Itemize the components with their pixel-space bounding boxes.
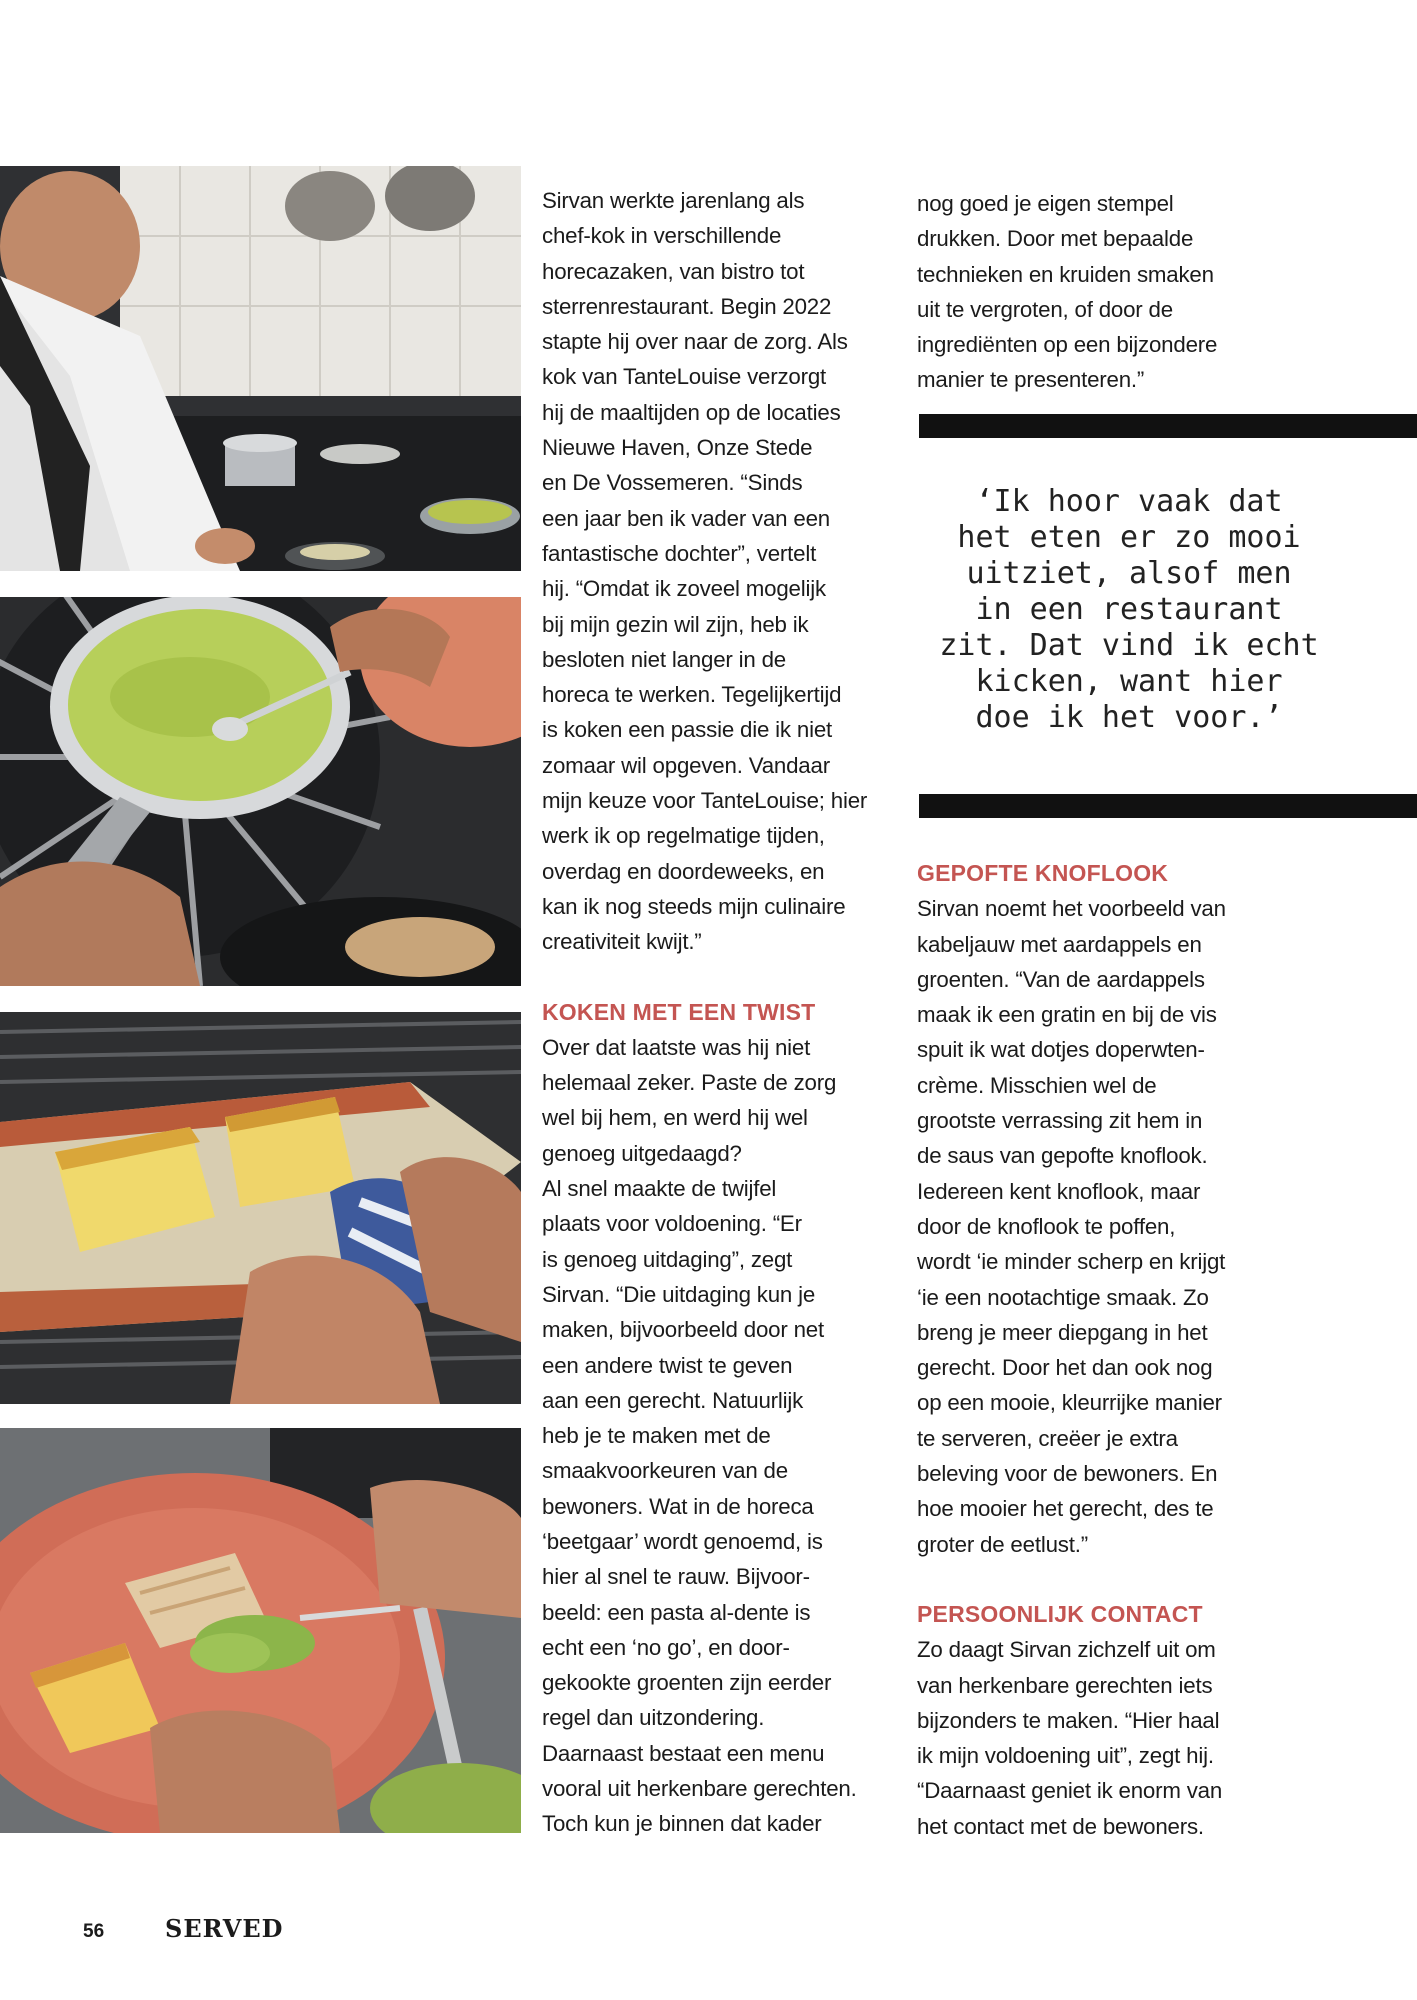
text-line: Sirvan noemt het voorbeeld van [917,896,1226,922]
page-number: 56 [83,1921,105,1942]
text-line: hier al snel te rauw. Bijvoor- [542,1564,810,1590]
text-line: op een mooie, kleurrijke manier [917,1390,1222,1416]
article-column-right-lower [917,856,1262,1844]
quote-bar-top [919,414,1417,438]
text-line: groter de eetlust.” [917,1531,1088,1557]
pull-quote [919,414,1417,820]
section-paragraph-koken [542,1030,887,1842]
text-line: crème. Misschien wel de [917,1072,1157,1098]
text-line: nog goed je eigen stempel [917,191,1174,216]
text-line: “Daarnaast geniet ik enorm van [917,1778,1223,1804]
text-line: smaakvoorkeuren van de [542,1458,788,1484]
quote-line: het eten er zo mooi [957,520,1301,555]
quote-line: ‘Ik hoor vaak dat [975,484,1283,519]
text-line: grootste verrassing zit hem in [917,1108,1203,1134]
text-line: van herkenbare gerechten iets [917,1672,1213,1698]
text-line: gekookte groenten zijn eerder [542,1670,832,1696]
text-line: echt een ‘no go’, en door- [542,1634,790,1660]
quote-line: doe ik het voor.’ [975,700,1283,735]
text-line: fantastische dochter”, vertelt [542,540,817,566]
intro-paragraph [542,183,887,960]
text-line: hij. “Omdat ik zoveel mogelijk [542,576,826,602]
text-line: spuit ik wat dotjes doperwten- [917,1037,1205,1063]
text-line: horecazaken, van bistro tot [542,258,805,284]
photo-pea-puree-pan [0,597,521,986]
photo-gratin-squares [0,1012,521,1404]
text-line: is genoeg uitdaging”, zegt [542,1246,793,1272]
text-line: technieken en kruiden smaken [917,261,1214,287]
text-line: zomaar wil opgeven. Vandaar [542,752,830,778]
section-heading-gepofte-knoflook: GEPOFTE KNOFLOOK [917,860,1169,886]
text-line: door de knoflook te poffen, [917,1213,1176,1239]
text-line: kan ik nog steeds mijn culinaire [542,893,846,919]
text-line: ik mijn voldoening uit”, zegt hij. [917,1743,1214,1769]
article-column-middle [542,183,887,1842]
text-line: stapte hij over naar de zorg. Als [542,329,848,355]
text-line: Iedereen kent knoflook, maar [917,1178,1201,1204]
text-line: bijzonders te maken. “Hier haal [917,1707,1220,1733]
text-line: helemaal zeker. Paste de zorg [542,1070,837,1096]
text-line: ingrediënten op een bijzondere [917,332,1218,358]
quote-line: kicken, want hier [975,664,1283,699]
text-line: creativiteit kwijt.” [542,929,702,955]
text-line: Sirvan werkte jarenlang als [542,188,805,213]
text-line: drukken. Door met bepaalde [917,226,1194,252]
text-line: maken, bijvoorbeeld door net [542,1317,824,1343]
text-line: Over dat laatste was hij niet [542,1034,811,1060]
section-heading-persoonlijk-contact: PERSOONLIJK CONTACT [917,1600,1203,1627]
text-line: beeld: een pasta al-dente is [542,1599,811,1625]
text-line: Nieuwe Haven, Onze Stede [542,435,813,461]
text-line: heb je te maken met de [542,1423,771,1449]
quote-line: zit. Dat vind ik echt [939,628,1319,663]
text-line: Daarnaast bestaat een menu [542,1740,825,1766]
text-line: vooral uit herkenbare gerechten. [542,1776,857,1802]
text-line: bij mijn gezin wil zijn, heb ik [542,611,809,637]
text-line: sterrenrestaurant. Begin 2022 [542,293,832,319]
text-line: besloten niet langer in de [542,646,786,672]
text-line: Toch kun je binnen dat kader [542,1811,822,1837]
text-line: manier te presenteren.” [917,367,1145,393]
pull-quote-text [919,484,1339,736]
text-line: genoeg uitgedaagd? [542,1140,742,1166]
text-line: ‘ie een nootachtige smaak. Zo [917,1284,1209,1310]
text-line: horeca te werken. Tegelijkertijd [542,682,842,708]
text-line: en De Vossemeren. “Sinds [542,470,803,496]
quote-bar-bottom [919,794,1417,818]
text-line: uit te vergroten, of door de [917,296,1173,322]
text-line: ‘beetgaar’ wordt genoemd, is [542,1528,823,1554]
text-line: groenten. “Van de aardappels [917,966,1205,992]
text-line: kabeljauw met aardappels en [917,931,1202,957]
text-line: regel dan uitzondering. [542,1705,765,1731]
photo-plated-dish [0,1428,521,1833]
text-line: te serveren, creëer je extra [917,1425,1178,1451]
text-line: Sirvan. “Die uitdaging kun je [542,1281,816,1307]
section-heading-koken-met-een-twist: KOKEN MET EEN TWIST [542,998,816,1025]
text-line: gerecht. Door het dan ook nog [917,1355,1213,1381]
quote-line: uitziet, alsof men [966,556,1292,591]
section-paragraph-knoflook [917,891,1262,1562]
text-line: chef-kok in verschillende [542,223,782,249]
article-column-right [917,186,1262,398]
text-line: een jaar ben ik vader van een [542,505,830,531]
text-line: kok van TanteLouise verzorgt [542,364,827,390]
text-line: Zo daagt Sirvan zichzelf uit om [917,1637,1216,1663]
text-line: breng je meer diepgang in het [917,1319,1208,1345]
text-line: maak ik een gratin en bij de vis [917,1002,1217,1028]
text-line: overdag en doordeweeks, en [542,858,825,884]
text-line: de saus van gepofte knoflook. [917,1143,1208,1169]
text-line: is koken een passie die ik niet [542,717,833,743]
text-line: hij de maaltijden op de locaties [542,399,841,425]
quote-line: in een restaurant [975,592,1283,627]
continued-paragraph [917,186,1262,398]
text-line: hoe mooier het gerecht, des te [917,1496,1214,1522]
text-line: beleving voor de bewoners. En [917,1461,1218,1487]
text-line: het contact met de bewoners. [917,1813,1204,1839]
text-line: mijn keuze voor TanteLouise; hier [542,788,868,814]
text-line: wordt ‘ie minder scherp en krijgt [917,1249,1226,1275]
text-line: wel bij hem, en werd hij wel [542,1105,808,1131]
text-line: aan een gerecht. Natuurlijk [542,1387,804,1413]
text-line: Al snel maakte de twijfel [542,1176,777,1202]
section-paragraph-contact [917,1632,1262,1844]
text-line: bewoners. Wat in de horeca [542,1493,814,1519]
text-line: plaats voor voldoening. “Er [542,1211,802,1237]
text-line: een andere twist te geven [542,1352,793,1378]
magazine-logo: SERVED [165,1914,284,1943]
text-line: werk ik op regelmatige tijden, [542,823,825,849]
photo-chef-at-stove [0,166,521,571]
